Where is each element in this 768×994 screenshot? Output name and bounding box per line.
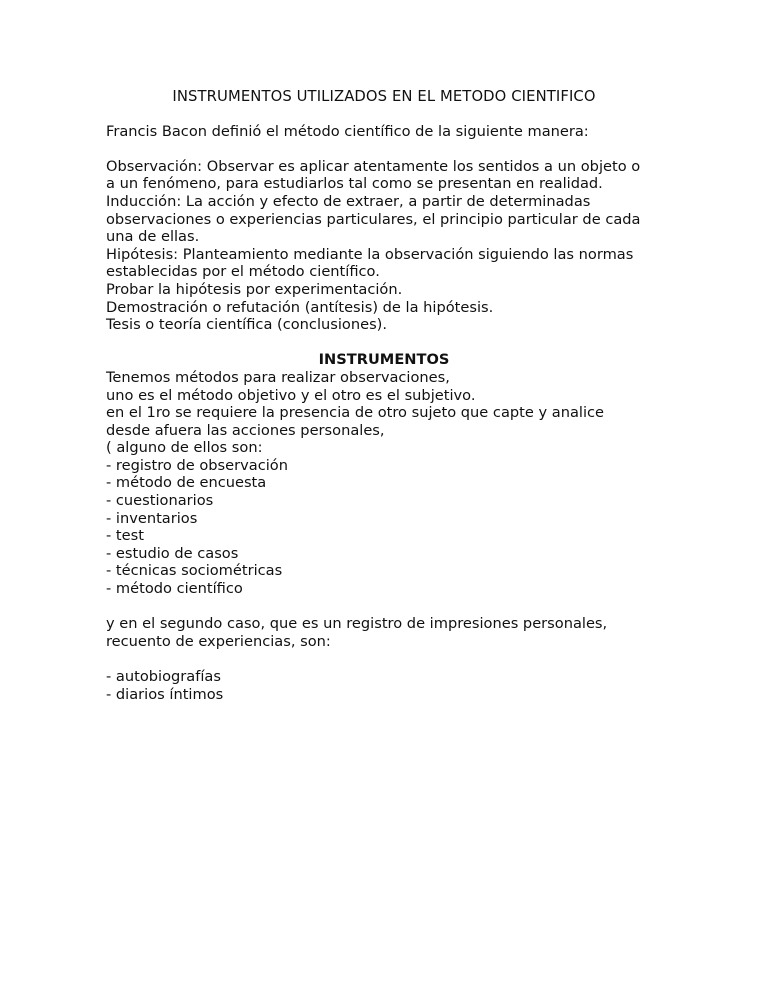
- spacer: [106, 650, 666, 668]
- section-intro-line: Tenemos métodos para realizar observaciones,: [106, 368, 450, 386]
- step-tesis: Tesis o teoría científica (conclusiones).: [106, 316, 387, 334]
- step-induccion: Inducción: La acción y efecto de extraer, a partir de determinadas observaciones o experiencias particulares, el principio particular de cada una de ellas.: [106, 192, 641, 246]
- intro-paragraph: Francis Bacon definió el método científico de la siguiente manera:: [106, 122, 589, 140]
- list-item: - estudio de casos: [106, 544, 239, 562]
- step-demostracion: Demostración o refutación (antítesis) de la hipótesis.: [106, 298, 494, 316]
- subjective-intro: y en el segundo caso, que es un registro de impresiones personales, recuento de experiencias, son:: [106, 615, 608, 650]
- step-observacion: Observación: Observar es aplicar atentamente los sentidos a un objeto o a un fenómeno, para estudiarlos tal como se presentan en realidad.: [106, 157, 641, 193]
- list-item: - registro de observación: [106, 456, 288, 474]
- objective-methods-list: [106, 457, 666, 598]
- spacer: [106, 598, 666, 616]
- section-heading: INSTRUMENTOS: [318, 351, 450, 369]
- list-item: - cuestionarios: [106, 492, 214, 510]
- document-title: INSTRUMENTOS UTILIZADOS EN EL METODO CIENTIFICO: [172, 88, 596, 105]
- spacer: [106, 334, 666, 352]
- subjective-methods-list: [106, 668, 666, 703]
- list-item: - test: [106, 527, 144, 545]
- list-item: - inventarios: [106, 509, 198, 527]
- list-item: - método de encuesta: [106, 474, 267, 492]
- step-experimentacion: Probar la hipótesis por experimentación.: [106, 280, 403, 298]
- list-item: - diarios íntimos: [106, 685, 224, 703]
- list-item: - autobiografías: [106, 668, 221, 685]
- step-hipotesis: Hipótesis: Planteamiento mediante la observación siguiendo las normas establecidas por el método científico.: [106, 245, 634, 281]
- spacer: [106, 140, 666, 158]
- section-intro-line: en el 1ro se requiere la presencia de otro sujeto que capte y analice desde afuera las acciones personales,: [106, 404, 605, 439]
- document-content: [106, 88, 666, 703]
- section-intro-line: uno es el método objetivo y el otro es el subjetivo.: [106, 386, 476, 404]
- list-item: - método científico: [106, 580, 243, 598]
- section-intro-line: ( alguno de ellos son:: [106, 439, 263, 457]
- list-item: - técnicas sociométricas: [106, 562, 283, 580]
